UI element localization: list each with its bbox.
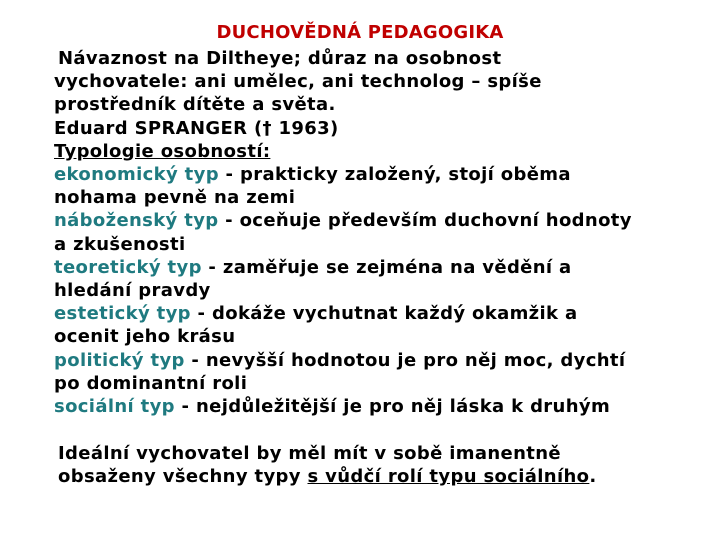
type-item-economic xyxy=(54,163,694,186)
type-item-social xyxy=(54,395,694,418)
closing-line-2 xyxy=(54,465,694,488)
type-description: - prakticky založený, stojí oběma xyxy=(218,164,571,186)
closing-line: Ideální vychovatel by měl mít v sobě imanentně xyxy=(58,443,561,465)
type-term: politický typ xyxy=(54,349,185,371)
type-item-political xyxy=(54,349,694,372)
slide-body xyxy=(54,47,694,489)
type-description-cont: hledání pravdy xyxy=(54,280,211,302)
type-term: estetický typ xyxy=(54,303,191,325)
type-item-theoretical xyxy=(54,256,694,279)
type-description-cont: a zkušenosti xyxy=(54,233,186,255)
type-term: náboženský typ xyxy=(54,210,219,232)
type-description: - nejdůležitější je pro něj láska k druhým xyxy=(174,396,611,418)
type-term: ekonomický typ xyxy=(54,164,219,186)
type-description-cont: po dominantní roli xyxy=(54,372,248,394)
type-description: - zaměřuje se zejména na vědění a xyxy=(201,256,572,278)
type-description-cont: nohama pevně na zemi xyxy=(54,187,296,209)
intro-line: Eduard SPRANGER († 1963) xyxy=(54,117,339,139)
type-description-cont: ocenit jeho krásu xyxy=(54,326,236,348)
type-description: - oceňuje především duchovní hodnoty xyxy=(218,210,632,232)
type-item-religious xyxy=(54,209,694,232)
type-description: - nevyšší hodnotou je pro něj moc, dychtí xyxy=(184,349,626,371)
type-term: sociální typ xyxy=(54,396,175,418)
type-description: - dokáže vychutnat každý okamžik a xyxy=(190,303,578,325)
type-term: teoretický typ xyxy=(54,256,202,278)
closing-suffix: . xyxy=(589,466,597,488)
closing-prefix: obsaženy všechny typy xyxy=(58,466,308,488)
slide-title: DUCHOVĚDNÁ PEDAGOGIKA xyxy=(216,22,504,43)
spacer xyxy=(54,418,694,442)
closing-emphasis: s vůdčí rolí typu sociálního xyxy=(307,466,590,488)
type-item-aesthetic xyxy=(54,302,694,325)
intro-line: Návaznost na Diltheye; důraz na osobnost xyxy=(58,48,502,69)
typology-heading: Typologie osobností: xyxy=(54,140,271,162)
intro-line: vychovatele: ani umělec, ani technolog – spíše xyxy=(54,71,542,93)
intro-line: prostředník dítěte a světa. xyxy=(54,94,336,116)
